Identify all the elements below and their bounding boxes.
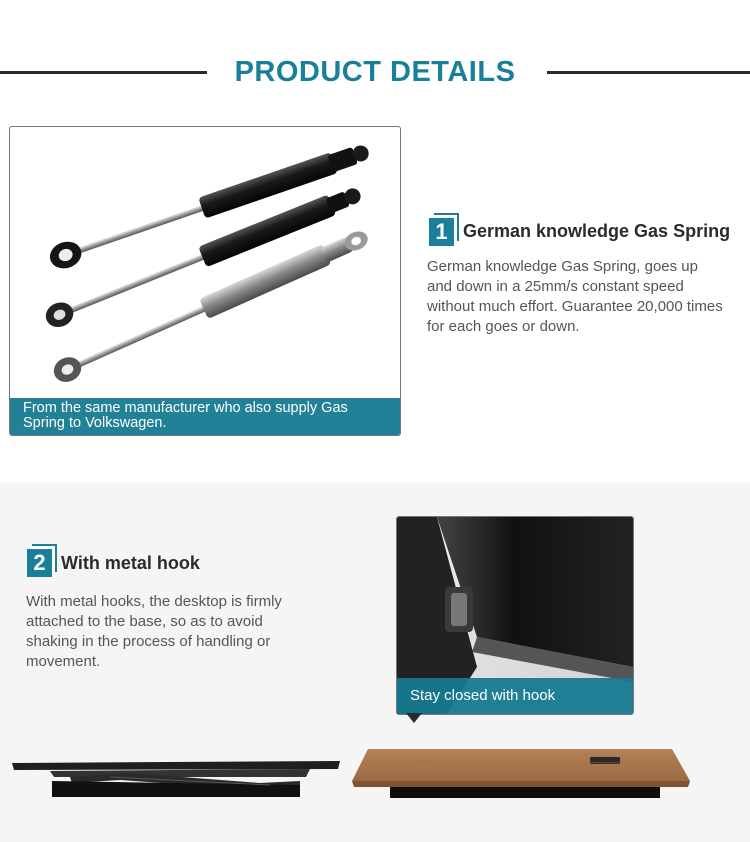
feature-title: With metal hook: [61, 553, 200, 573]
feature-number-badge: 1: [429, 218, 454, 246]
hook-image-caption: Stay closed with hook: [397, 678, 633, 714]
pointer-arrow-icon: [406, 713, 422, 723]
hook-closeup-image: [396, 516, 634, 715]
feature-description: German knowledge Gas Spring, goes up and down in a 25mm/s constant speed without much effort. Guarantee 20,000 times for each goes or down.: [427, 258, 723, 335]
header-divider-right: [547, 71, 750, 74]
gas-spring-image-caption: From the same manufacturer who also supply Gas Spring to Volkswagen.: [10, 398, 400, 435]
gas-spring-photo: [10, 127, 400, 435]
feature-title: German knowledge Gas Spring: [463, 221, 731, 241]
wood-desk-photo: [350, 743, 695, 803]
gas-spring-image: [9, 126, 401, 436]
feature-description: With metal hooks, the desktop is firmly attached to the base, so as to avoid shaking in the process of handling or movement.: [26, 593, 282, 670]
feature-number-badge: 2: [27, 549, 52, 577]
page-title: PRODUCT DETAILS: [234, 56, 516, 88]
folded-desk-photo: [10, 755, 340, 800]
